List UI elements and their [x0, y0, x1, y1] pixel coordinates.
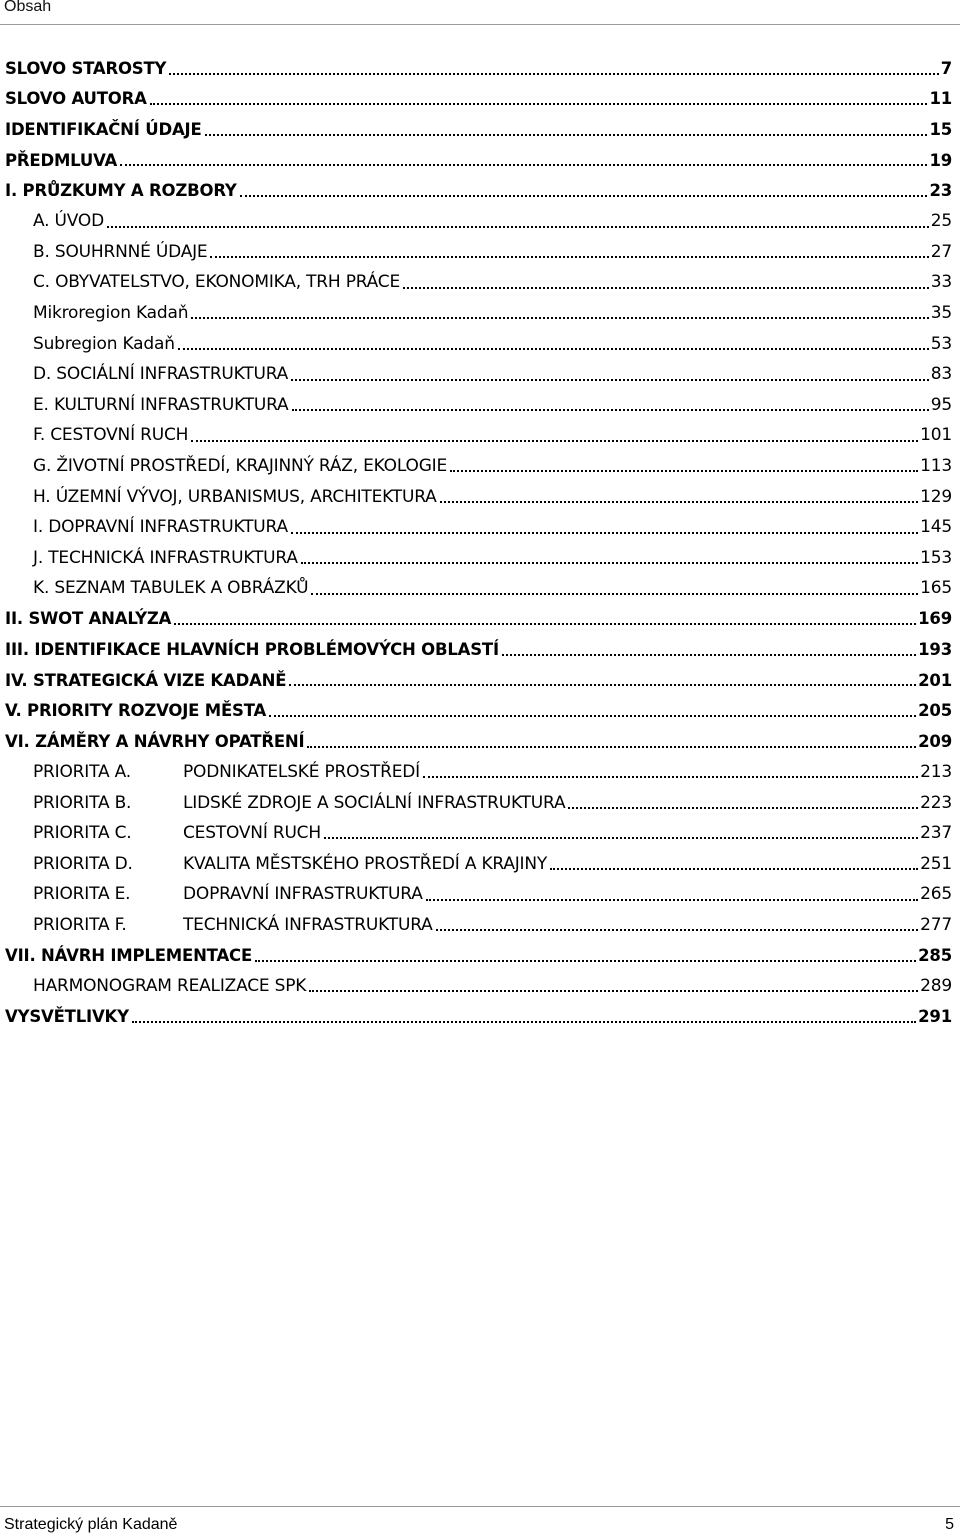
- toc-entry-page-number: 153: [920, 547, 952, 568]
- toc-entry-title: D. SOCIÁLNÍ INFRASTRUKTURA: [33, 364, 289, 385]
- toc-entry[interactable]: [0, 848, 960, 879]
- toc-entry[interactable]: [0, 726, 960, 757]
- dot-leader: [132, 1021, 916, 1023]
- toc-entry-title: C. OBYVATELSTVO, EKONOMIKA, TRH PRÁCE: [33, 272, 401, 293]
- toc-entry[interactable]: [0, 818, 960, 849]
- dot-leader: [502, 654, 916, 656]
- toc-entry[interactable]: [0, 84, 960, 115]
- header-title: Obsah: [4, 0, 52, 15]
- toc-entry-title: KVALITA MĚSTSKÉHO PROSTŘEDÍ A KRAJINY: [183, 853, 548, 874]
- toc-entry-title: Subregion Kadaň: [33, 333, 175, 354]
- toc-entry-title: LIDSKÉ ZDROJE A SOCIÁLNÍ INFRASTRUKTURA: [183, 792, 566, 813]
- toc-entry-page-number: 251: [920, 853, 952, 874]
- dot-leader: [291, 532, 918, 534]
- dot-leader: [309, 990, 918, 992]
- dot-leader: [550, 868, 918, 870]
- toc-entry-title: PŘEDMLUVA: [5, 150, 118, 170]
- toc-entry-title: IV. STRATEGICKÁ VIZE KADANĚ: [5, 670, 287, 690]
- toc-entry-page-number: 193: [918, 640, 952, 660]
- toc-entry[interactable]: [0, 512, 960, 543]
- dot-leader: [307, 746, 916, 748]
- dot-leader: [450, 470, 918, 472]
- toc-entry[interactable]: [0, 543, 960, 574]
- toc-entry-title: VII. NÁVRH IMPLEMENTACE: [5, 946, 253, 966]
- dot-leader: [426, 899, 918, 901]
- toc-entry-page-number: 237: [920, 823, 952, 844]
- toc-entry-page-number: 165: [920, 578, 952, 599]
- footer-page-number: 5: [945, 1516, 954, 1533]
- toc-entry-page-number: 95: [930, 394, 952, 415]
- toc-entry[interactable]: [0, 634, 960, 665]
- toc-entry[interactable]: [0, 298, 960, 329]
- table-of-contents: [0, 53, 960, 1032]
- toc-entry-prefix: PRIORITA B.: [33, 792, 132, 813]
- toc-entry-page-number: 291: [918, 1007, 952, 1027]
- toc-entry-page-number: 27: [930, 241, 952, 262]
- toc-entry[interactable]: [0, 695, 960, 726]
- dot-leader: [169, 73, 938, 75]
- toc-entry-title: DOPRAVNÍ INFRASTRUKTURA: [183, 884, 423, 905]
- toc-entry-prefix: PRIORITA C.: [33, 823, 132, 844]
- toc-entry[interactable]: [0, 940, 960, 971]
- toc-entry-page-number: 145: [920, 517, 952, 538]
- toc-entry[interactable]: [0, 481, 960, 512]
- toc-entry[interactable]: [0, 267, 960, 298]
- dot-leader: [174, 623, 916, 625]
- toc-entry-page-number: 213: [920, 761, 952, 782]
- toc-entry-title: SLOVO AUTORA: [5, 89, 147, 109]
- dot-leader: [255, 960, 916, 962]
- toc-entry-title: VI. ZÁMĚRY A NÁVRHY OPATŘENÍ: [5, 731, 305, 751]
- toc-entry[interactable]: [0, 114, 960, 145]
- toc-entry-title: Mikroregion Kadaň: [33, 303, 189, 324]
- toc-entry-title: III. IDENTIFIKACE HLAVNÍCH PROBLÉMOVÝCH OBLASTÍ: [5, 640, 499, 660]
- dot-leader: [568, 807, 918, 809]
- toc-entry-prefix: PRIORITA E.: [33, 884, 131, 905]
- toc-entry-page-number: 205: [918, 701, 952, 721]
- toc-entry-title: I. PRŮZKUMY A ROZBORY: [5, 181, 237, 201]
- dot-leader: [289, 684, 916, 686]
- toc-entry[interactable]: [0, 971, 960, 1002]
- toc-entry[interactable]: [0, 359, 960, 390]
- dot-leader: [291, 379, 929, 381]
- page-footer: [0, 1506, 960, 1539]
- toc-entry[interactable]: [0, 53, 960, 84]
- toc-entry-title: VYSVĚTLIVKY: [5, 1007, 129, 1027]
- toc-entry-page-number: 83: [930, 364, 952, 385]
- toc-entry-page-number: 11: [929, 89, 952, 109]
- toc-entry-page-number: 223: [920, 792, 952, 813]
- dot-leader: [403, 287, 929, 289]
- toc-entry[interactable]: [0, 573, 960, 604]
- toc-entry[interactable]: [0, 145, 960, 176]
- toc-entry[interactable]: [0, 237, 960, 268]
- toc-entry[interactable]: [0, 910, 960, 941]
- dot-leader: [311, 593, 918, 595]
- toc-entry[interactable]: [0, 328, 960, 359]
- toc-entry-page-number: 33: [930, 272, 952, 293]
- toc-entry-page-number: 169: [918, 609, 952, 629]
- dot-leader: [191, 440, 918, 442]
- toc-entry-page-number: 277: [920, 914, 952, 935]
- toc-entry[interactable]: [0, 390, 960, 421]
- toc-entry-page-number: 101: [920, 425, 952, 446]
- dot-leader: [440, 501, 919, 503]
- toc-entry-title: E. KULTURNÍ INFRASTRUKTURA: [33, 394, 289, 415]
- toc-entry-page-number: 53: [930, 333, 952, 354]
- toc-entry[interactable]: [0, 206, 960, 237]
- toc-entry-page-number: 23: [929, 181, 952, 201]
- dot-leader: [191, 317, 928, 319]
- dot-leader: [269, 715, 916, 717]
- toc-entry-prefix: PRIORITA A.: [33, 761, 131, 782]
- toc-entry[interactable]: [0, 879, 960, 910]
- toc-entry-title: II. SWOT ANALÝZA: [5, 609, 172, 629]
- toc-entry-title: A. ÚVOD: [33, 211, 104, 232]
- toc-entry-title: G. ŽIVOTNÍ PROSTŘEDÍ, KRAJINNÝ RÁZ, EKOLOGIE: [33, 456, 448, 477]
- dot-leader: [107, 226, 929, 228]
- toc-entry-page-number: 7: [940, 58, 952, 78]
- toc-entry-page-number: 289: [920, 976, 952, 997]
- toc-entry-prefix: PRIORITA F.: [33, 914, 127, 935]
- toc-entry[interactable]: [0, 175, 960, 206]
- dot-leader: [120, 164, 927, 166]
- dot-leader: [205, 134, 928, 136]
- dot-leader: [324, 837, 918, 839]
- dot-leader: [301, 562, 918, 564]
- toc-entry-title: H. ÚZEMNÍ VÝVOJ, URBANISMUS, ARCHITEKTURA: [33, 486, 437, 507]
- footer-document-title: Strategický plán Kadaně: [4, 1516, 178, 1533]
- toc-entry-page-number: 15: [929, 119, 952, 139]
- toc-entry-page-number: 35: [930, 303, 952, 324]
- toc-entry[interactable]: [0, 787, 960, 818]
- dot-leader: [178, 348, 929, 350]
- toc-entry-page-number: 113: [920, 456, 952, 477]
- toc-entry-title: TECHNICKÁ INFRASTRUKTURA: [183, 914, 433, 935]
- toc-entry-title: I. DOPRAVNÍ INFRASTRUKTURA: [33, 517, 288, 538]
- toc-entry-prefix: PRIORITA D.: [33, 853, 133, 874]
- toc-entry-page-number: 19: [929, 150, 952, 170]
- toc-entry-page-number: 201: [918, 670, 952, 690]
- dot-leader: [292, 409, 929, 411]
- toc-entry-title: K. SEZNAM TABULEK A OBRÁZKŮ: [33, 578, 309, 599]
- toc-entry-title: CESTOVNÍ RUCH: [183, 823, 321, 844]
- toc-entry-page-number: 285: [918, 946, 952, 966]
- toc-entry-page-number: 25: [930, 211, 952, 232]
- toc-entry-page-number: 265: [920, 884, 952, 905]
- toc-entry[interactable]: [0, 757, 960, 788]
- toc-entry-title: HARMONOGRAM REALIZACE SPK: [33, 976, 307, 997]
- toc-entry-page-number: 209: [918, 731, 952, 751]
- dot-leader: [150, 103, 928, 105]
- toc-entry[interactable]: [0, 665, 960, 696]
- page-header: [0, 0, 960, 25]
- toc-entry[interactable]: [0, 1001, 960, 1032]
- toc-entry[interactable]: [0, 451, 960, 482]
- toc-entry-title: J. TECHNICKÁ INFRASTRUKTURA: [33, 547, 298, 568]
- toc-entry-title: SLOVO STAROSTY: [5, 58, 167, 78]
- dot-leader: [210, 256, 928, 258]
- toc-entry-title: PODNIKATELSKÉ PROSTŘEDÍ: [183, 761, 420, 782]
- toc-entry-title: IDENTIFIKAČNÍ ÚDAJE: [5, 119, 202, 139]
- toc-entry[interactable]: [0, 420, 960, 451]
- toc-entry-title: F. CESTOVNÍ RUCH: [33, 425, 189, 446]
- dot-leader: [436, 929, 919, 931]
- dot-leader: [423, 776, 918, 778]
- toc-entry-title: B. SOUHRNNÉ ÚDAJE: [33, 241, 208, 262]
- toc-entry-page-number: 129: [920, 486, 952, 507]
- toc-entry-title: V. PRIORITY ROZVOJE MĚSTA: [5, 701, 267, 721]
- toc-entry[interactable]: [0, 604, 960, 635]
- dot-leader: [240, 195, 928, 197]
